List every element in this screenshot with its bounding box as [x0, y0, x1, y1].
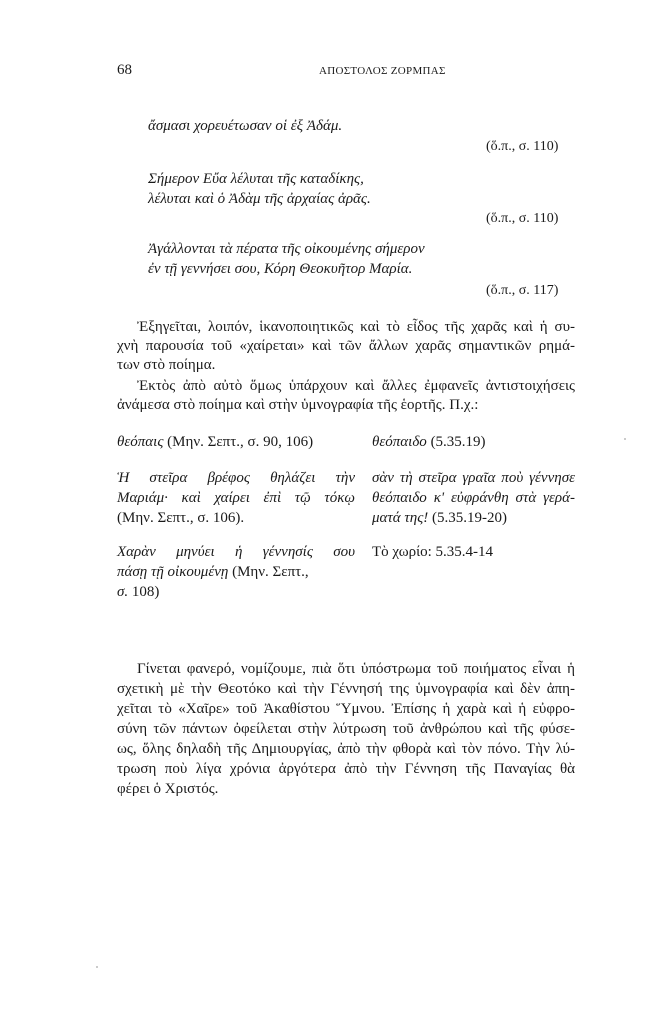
quote-line: ἐν τῇ γεννήσει σου, Κόρη Θεοκυῆτορ Μαρία. — [148, 261, 413, 277]
comparison-right-line: ματά της! (5.35.19-20) — [372, 510, 508, 526]
paragraph-line: ἀνάμεσα στὸ ποίημα καὶ στὴν ὑμνογραφία τῆς ἑορτῆς. Π.χ.: — [117, 397, 479, 413]
comparison-right-line: θεόπαιδο κ' εὐφράνθη στὰ γερά- — [372, 490, 575, 506]
page-header — [117, 62, 573, 82]
paragraph-line: ως, ὅλης δηλαδὴ τῆς Δημιουργίας, ἀπὸ τὴν φθορὰ καὶ τὸν πόνο. Τὴν λύ- — [117, 741, 575, 757]
comparison-right-line: Τὸ χωρίο: 5.35.4-14 — [372, 544, 494, 560]
quote-reference: (ὅ.π., σ. 110) — [486, 211, 559, 226]
comparison-left-line: Μαριάμ· καὶ χαίρει ἐπὶ τῷ τόκῳ — [117, 490, 355, 506]
quote-reference: (ὅ.π., σ. 117) — [486, 283, 559, 298]
paragraph-line: των στὸ ποίημα. — [117, 357, 216, 373]
comparison-left-line: σ. 108) — [117, 584, 160, 600]
comparison-left-line: θεόπαις (Μην. Σεπτ., σ. 90, 106) — [117, 434, 314, 450]
running-head: ΑΠΟΣΤΟΛΟΣ ΖΟΡΜΠΑΣ — [319, 65, 446, 77]
comparison-right-line: σὰν τὴ στεῖρα γραῖα ποὺ γέννησε — [372, 470, 575, 486]
comparison-left-line: Ἡ στεῖρα βρέφος θηλάζει τὴν — [117, 470, 355, 486]
comparison-left-line: (Μην. Σεπτ., σ. 106). — [117, 510, 245, 526]
paragraph-line: Γίνεται φανερό, νομίζουμε, πιὰ ὅτι ὑπόστρωμα τοῦ ποιήματος εἶναι ἡ — [137, 661, 575, 677]
paragraph-line: Ἐκτὸς ἀπὸ αὐτὸ ὅμως ὑπάρχουν καὶ ἄλλες ἐμφανεῖς ἀντιστοιχήσεις — [137, 378, 575, 394]
paragraph-line: χεῖται τὸ «Χαῖρε» τοῦ Ἀκαθίστου Ὕμνου. Ἐπίσης ἡ χαρὰ καὶ ἡ εὐφρο- — [117, 701, 575, 717]
scan-speck — [624, 438, 626, 440]
paragraph-line: φέρει ὁ Χριστός. — [117, 781, 219, 797]
comparison-right-line: θεόπαιδο (5.35.19) — [372, 434, 486, 450]
quote-line: λέλυται καὶ ὁ Ἀδὰμ τῆς ἀρχαίας ἀρᾶς. — [148, 191, 371, 207]
paragraph-line: χνὴ παρουσία τοῦ «χαίρεται» καὶ τῶν ἄλλων χαρᾶς σημαντικῶν ρημά- — [117, 338, 575, 354]
comparison-left-line: Χαρὰν μηνύει ἡ γέννησίς σου — [117, 544, 355, 560]
paragraph-line: σχετικὴ μὲ τὴν Θεοτόκο καὶ τὴν Γέννησή της ὑμνογραφία καὶ δὲν ἀπη- — [117, 681, 575, 697]
quote-reference: (ὅ.π., σ. 110) — [486, 139, 559, 154]
quote-line: Σήμερον Εὔα λέλυται τῆς καταδίκης, — [148, 171, 364, 187]
quote-line: Ἀγάλλονται τὰ πέρατα τῆς οἰκουμένης σήμερον — [148, 241, 425, 257]
quote-line: ἄσμασι χορευέτωσαν οἱ ἐξ Ἀδάμ. — [148, 118, 343, 134]
paragraph-line: Ἐξηγεῖται, λοιπόν, ἱκανοποιητικῶς καὶ τὸ εἶδος τῆς χαρᾶς καὶ ἡ συ- — [137, 319, 575, 335]
page-number: 68 — [117, 62, 132, 78]
comparison-left-line: πάσῃ τῇ οἰκουμένῃ (Μην. Σεπτ., — [117, 564, 309, 580]
paragraph-line: τρωση ποὺ λίγα χρόνια ἀργότερα ἀπὸ τὴν Γέννηση τῆς Παναγίας θὰ — [117, 761, 575, 777]
scan-speck — [96, 966, 98, 968]
paragraph-line: σύνη τῶν πάντων ὀφείλεται στὴν λύτρωση τοῦ ἀνθρώπου καὶ τῆς φύσε- — [117, 721, 575, 737]
